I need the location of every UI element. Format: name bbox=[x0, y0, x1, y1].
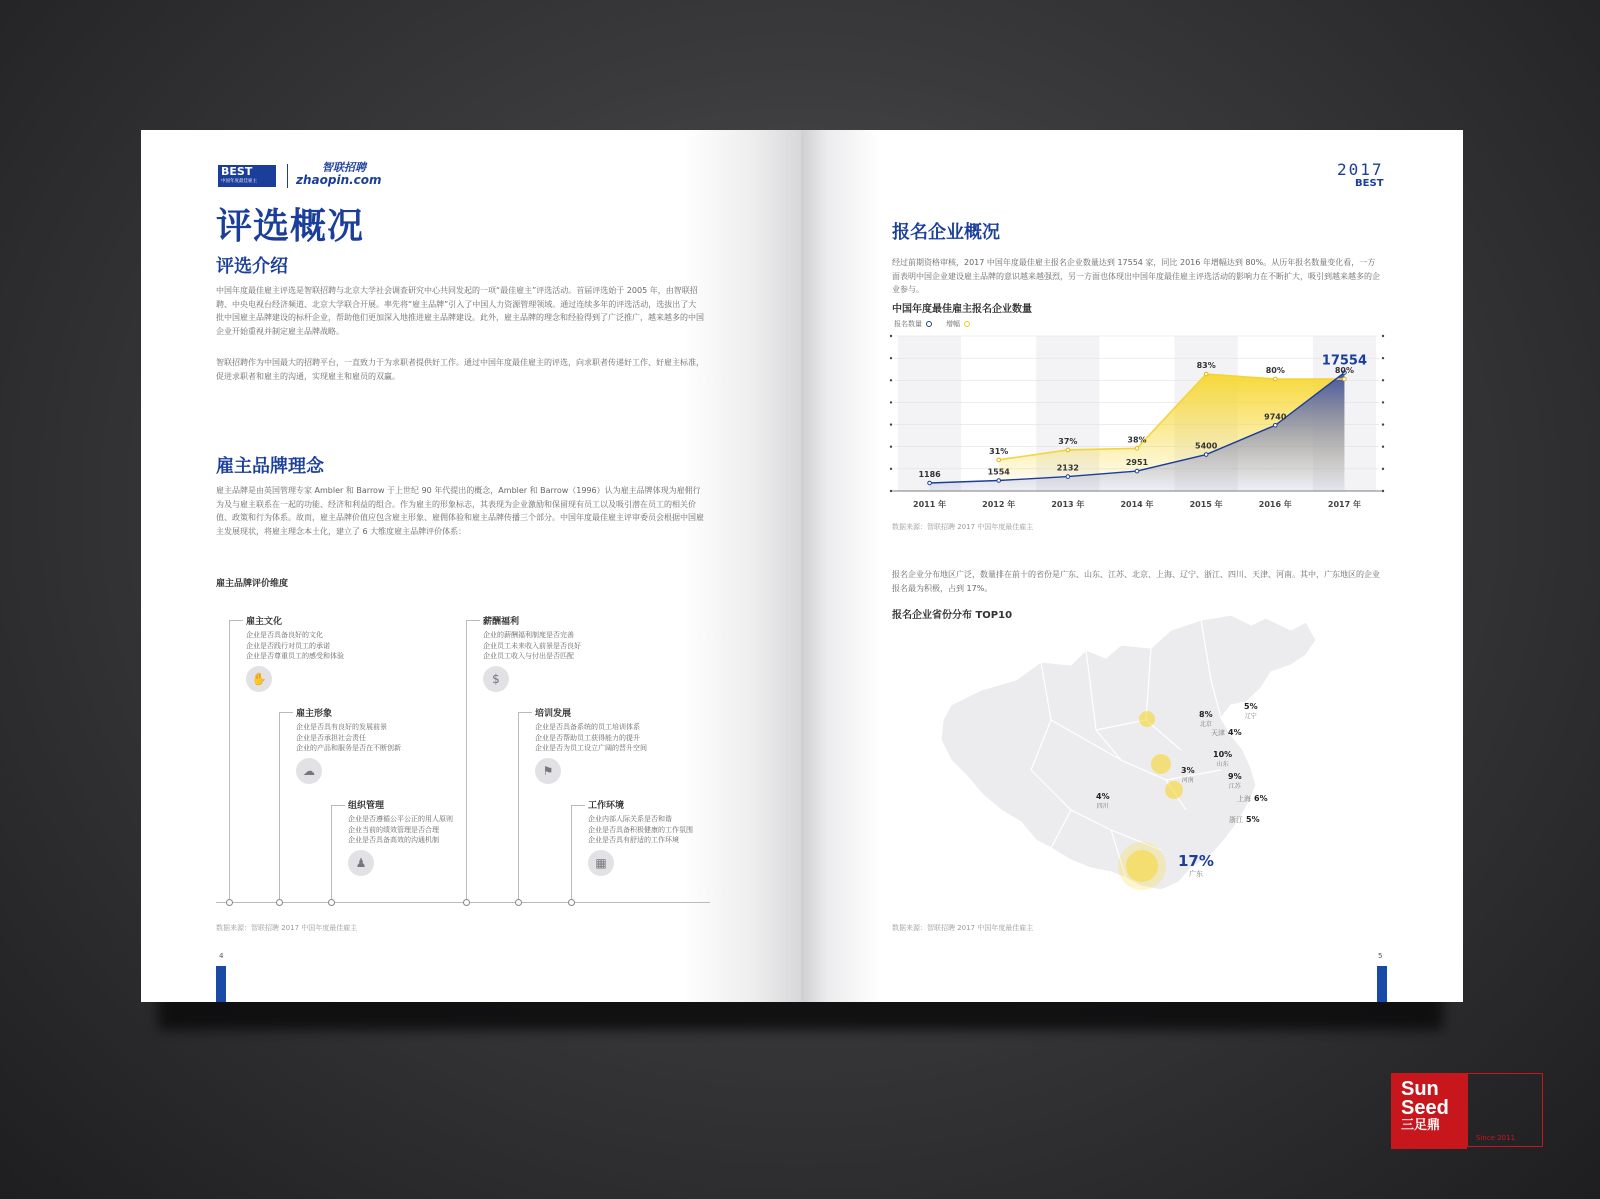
beijing-bubble bbox=[1139, 711, 1155, 727]
growth-point bbox=[1343, 377, 1347, 381]
growth-data-label: 31% bbox=[989, 446, 1009, 456]
guangdong-bubble bbox=[1126, 850, 1158, 882]
timeline-dot bbox=[226, 899, 233, 906]
chart-axis-dot bbox=[890, 357, 892, 359]
timeline-dot bbox=[276, 899, 283, 906]
dimension-training: 培训发展 企业是否具备系统的员工培训体系 企业是否帮助员工获得能力的提升 企业是否为员工设立广阔的晋升空间 ⚑ bbox=[535, 706, 647, 784]
right-heading: 报名企业概况 bbox=[892, 222, 1000, 243]
timeline-stem bbox=[518, 712, 519, 902]
dimension-image: 雇主形象 企业是否具有良好的发展前景 企业是否承担社会责任 企业的产品和服务是否在不断创新 ☁ bbox=[296, 706, 401, 784]
left-source: 数据来源：智联招聘 2017 中国年度最佳雇主 bbox=[216, 924, 358, 932]
chart-axis-dot bbox=[890, 335, 892, 337]
x-tick-label: 2013 年 bbox=[1051, 500, 1085, 509]
right-paragraph-2: 报名企业分布地区广泛，数量排在前十的省份是广东、山东、江苏、北京、上海、辽宁、浙江、四川、天津、河南。其中，广东地区的企业报名最为积极，占到 17%。 bbox=[892, 570, 1380, 593]
map-title: 报名企业省份分布 TOP10 bbox=[892, 610, 1013, 621]
timeline-stem bbox=[279, 712, 280, 902]
timeline-stem bbox=[571, 805, 572, 902]
timeline-dot bbox=[515, 899, 522, 906]
building-icon: ▦ bbox=[588, 850, 614, 876]
cloud-icon: ☁ bbox=[296, 758, 322, 784]
timeline-dot bbox=[568, 899, 575, 906]
chart-axis-dot bbox=[890, 379, 892, 381]
growth-point bbox=[1066, 448, 1070, 452]
chart-axis-dot bbox=[1382, 379, 1384, 381]
sunseed-logo: Sun Seed 三足鼎 bbox=[1391, 1073, 1467, 1149]
count-data-label: 1554 bbox=[987, 467, 1010, 477]
chart-column-band bbox=[898, 336, 961, 491]
hand-heart-icon: ✋ bbox=[246, 666, 272, 692]
province-zhejiang: 浙江 5% bbox=[1229, 815, 1260, 824]
count-data-label: 5400 bbox=[1195, 441, 1218, 451]
chart-axis-dot bbox=[890, 423, 892, 425]
growth-point bbox=[1273, 377, 1277, 381]
dims-title: 雇主品牌评价维度 bbox=[216, 579, 289, 589]
dimension-management: 组织管理 企业是否遵循公平公正的用人原则 企业当前的绩效管理是否合理 企业是否具备高效的沟通机制 ♟ bbox=[348, 798, 453, 876]
count-point bbox=[997, 479, 1001, 483]
timeline-tick bbox=[571, 805, 585, 806]
province-shanghai: 上海 6% bbox=[1237, 794, 1268, 803]
legend-item-count: 报名数量 bbox=[894, 320, 922, 328]
best-2017-logo: 2017 BEST bbox=[1337, 160, 1384, 189]
chart-axis-dot bbox=[890, 401, 892, 403]
dimension-culture: 雇主文化 企业是否具备良好的文化 企业是否践行对员工的承诺 企业是否尊重员工的感受和体验 ✋ bbox=[246, 614, 344, 692]
right-page-marker bbox=[1377, 966, 1387, 1002]
org-chart-icon: ♟ bbox=[348, 850, 374, 876]
timeline-stem bbox=[331, 805, 332, 902]
growth-icon: ⚑ bbox=[535, 758, 561, 784]
growth-data-label: 38% bbox=[1127, 435, 1147, 445]
x-tick-label: 2014 年 bbox=[1120, 500, 1154, 509]
province-shandong: 10% 山东 bbox=[1213, 750, 1233, 768]
timeline-stem bbox=[466, 620, 467, 902]
timeline-tick bbox=[279, 712, 293, 713]
chart-axis-dot bbox=[890, 446, 892, 448]
growth-point bbox=[1135, 447, 1139, 451]
timeline-tick bbox=[466, 620, 480, 621]
growth-data-label: 80% bbox=[1334, 366, 1355, 375]
intro-heading: 评选介绍 bbox=[216, 256, 288, 277]
timeline-tick bbox=[518, 712, 532, 713]
chart-title: 中国年度最佳雇主报名企业数量 bbox=[892, 304, 1032, 315]
best-logo: BEST 中国年度最佳雇主 bbox=[218, 165, 276, 187]
x-tick-label: 2017 年 bbox=[1327, 500, 1361, 509]
province-sichuan: 4% 四川 bbox=[1096, 792, 1110, 810]
chart-axis-dot bbox=[1382, 357, 1384, 359]
count-data-label: 2132 bbox=[1056, 463, 1079, 473]
x-tick-label: 2015 年 bbox=[1189, 500, 1223, 509]
right-page bbox=[801, 130, 1463, 1002]
count-data-label: 9740 bbox=[1264, 412, 1287, 422]
chart-axis-dot bbox=[1382, 468, 1384, 470]
intro-paragraph-1: 中国年度最佳雇主评选是智联招聘与北京大学社会调查研究中心共同发起的一项“最佳雇主”评选活动。首届评选始于 2005 年，由智联招聘、中央电视台经济频道、北京大学联合开展。率先将“雇主品牌”引入了中国人力资源管理领域。通过连续多年的评选活动，选拔出了大批中国雇主品牌建设的标杆企业，帮助他们更加深入地推进雇主品牌建设。此外，雇主品牌的理念和经验得到了广泛推广，越来越多的中国企业开始重视并制定雇主品牌战略。 bbox=[216, 286, 704, 336]
registration-chart bbox=[887, 326, 1387, 516]
timeline-tick bbox=[331, 805, 345, 806]
x-tick-label: 2011 年 bbox=[913, 500, 947, 509]
brand-heading: 雇主品牌理念 bbox=[216, 456, 324, 477]
count-point bbox=[1135, 469, 1139, 473]
x-tick-label: 2012 年 bbox=[982, 500, 1016, 509]
chart-axis-dot bbox=[1382, 423, 1384, 425]
timeline-dot bbox=[328, 899, 335, 906]
count-data-label: 2951 bbox=[1125, 458, 1149, 468]
money-icon: $ bbox=[483, 666, 509, 692]
brand-paragraph: 雇主品牌是由英国管理专家 Ambler 和 Barrow 于上世纪 90 年代提出的概念，Ambler 和 Barrow（1996）认为雇主品牌体现为雇佣行为及与雇主联系在一起的功能、经济和利益的组合。作为雇主的形象标志，其表现为企业激励和保留现有员工以及吸引潜在员工的相关价值、政策和行为体系。故而，雇主品牌价值应包含雇主形象、雇佣体验和雇主品牌传播三个部分。中国年度最佳雇主评审委员会根据中国雇主发展现状，将雇主理念本土化，建立了 6 大维度雇主品牌评价体系： bbox=[216, 486, 704, 536]
chart-source: 数据来源：智联招聘 2017 中国年度最佳雇主 bbox=[892, 523, 1034, 531]
count-point bbox=[928, 481, 932, 485]
left-page bbox=[141, 130, 801, 1002]
right-page-number: 5 bbox=[1378, 952, 1383, 960]
count-point bbox=[1204, 453, 1208, 457]
right-paragraph-1: 经过前期资格审核，2017 中国年度最佳雇主报名企业数量达到 17554 家，同比 2016 年增幅达到 80%。从历年报名数量变化看，一方面表明中国企业建设雇主品牌的意识越来越强烈，另一方面也体现出中国年度最佳雇主评选活动的影响力在不断扩大，吸引到越来越多的企业参与。 bbox=[892, 258, 1380, 294]
x-tick-label: 2016 年 bbox=[1258, 500, 1292, 509]
sunseed-frame: Since 2011 bbox=[1467, 1073, 1543, 1147]
logo-divider bbox=[287, 164, 288, 188]
zhaopin-logo: 智联招聘 zhaopin.com bbox=[296, 161, 382, 187]
chart-axis-dot bbox=[1382, 446, 1384, 448]
timeline-stem bbox=[229, 620, 230, 902]
chart-axis-dot bbox=[1382, 401, 1384, 403]
count-point bbox=[1066, 475, 1070, 479]
province-tianjin: 天津 4% bbox=[1211, 728, 1242, 737]
count-data-label: 17554 bbox=[1321, 353, 1368, 369]
left-page-number: 4 bbox=[219, 952, 224, 960]
growth-data-label: 83% bbox=[1196, 361, 1216, 371]
chart-axis-dot bbox=[1382, 335, 1384, 337]
dimension-compensation: 薪酬福利 企业的薪酬福利制度是否完善 企业员工未来收入前景是否良好 企业员工收入与付出是否匹配 $ bbox=[483, 614, 581, 692]
growth-point bbox=[1204, 372, 1208, 376]
province-guangdong: 17% 广东 bbox=[1178, 852, 1214, 878]
left-page-marker bbox=[216, 966, 226, 1002]
growth-data-label: 80% bbox=[1265, 366, 1285, 375]
page-title: 评选概况 bbox=[216, 206, 365, 247]
shandong-bubble bbox=[1151, 754, 1171, 774]
province-jiangsu: 9% 江苏 bbox=[1228, 772, 1242, 790]
china-map bbox=[921, 610, 1341, 910]
timeline-tick bbox=[229, 620, 243, 621]
dimension-environment: 工作环境 企业内部人际关系是否和谐 企业是否具备积极健康的工作氛围 企业是否具有舒适的工作环境 ▦ bbox=[588, 798, 693, 876]
intro-paragraph-2: 智联招聘作为中国最大的招聘平台，一直致力于为求职者提供好工作。通过中国年度最佳雇主的评选，向求职者传递好工作、好雇主标准，促进求职者和雇主的沟通，实现雇主和雇员的双赢。 bbox=[216, 358, 704, 381]
map-source: 数据来源：智联招聘 2017 中国年度最佳雇主 bbox=[892, 924, 1034, 932]
chart-axis-dot bbox=[890, 468, 892, 470]
province-henan: 3% 河南 bbox=[1181, 766, 1195, 784]
legend-item-growth: 增幅 bbox=[946, 320, 960, 328]
timeline-dot bbox=[463, 899, 470, 906]
province-liaoning: 5% 辽宁 bbox=[1244, 702, 1258, 720]
count-point bbox=[1273, 423, 1277, 427]
count-data-label: 1186 bbox=[918, 469, 941, 479]
growth-point bbox=[997, 458, 1001, 462]
growth-data-label: 37% bbox=[1058, 436, 1078, 446]
province-beijing: 8% 北京 bbox=[1199, 710, 1213, 728]
